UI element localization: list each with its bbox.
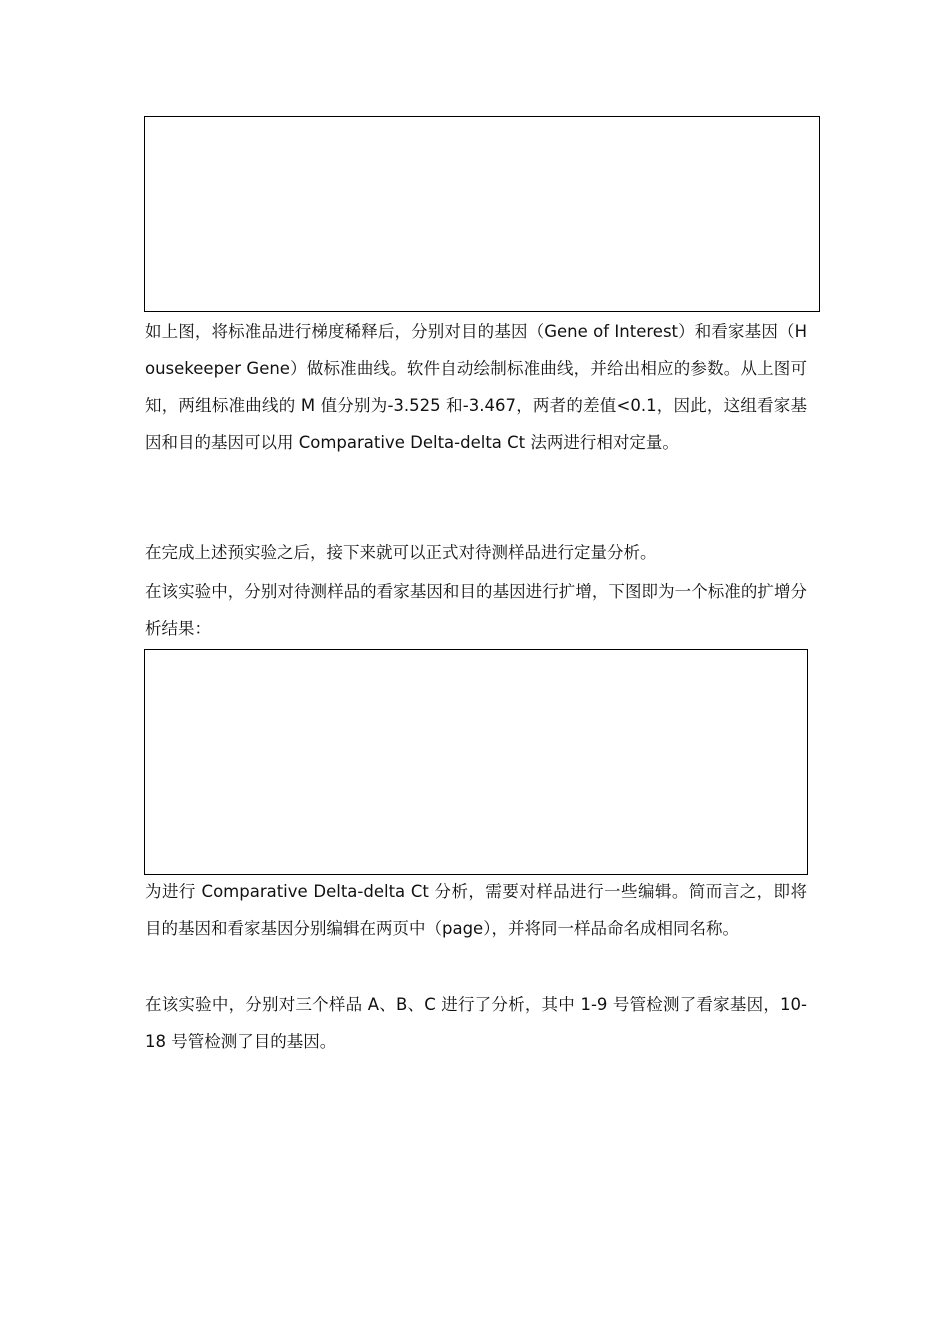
sample-editing-paragraph: 为进行 Comparative Delta-delta Ct 分析，需要对样品进行一些编辑。简而言之，即将目的基因和看家基因分别编辑在两页中（page），并将同一样品命名成相同名称。 (145, 882, 807, 938)
standard-curve-figure-placeholder (144, 116, 820, 312)
formal-analysis-intro-paragraph: 在完成上述预实验之后，接下来就可以正式对待测样品进行定量分析。 (145, 543, 657, 562)
amplification-paragraph: 在该实验中，分别对待测样品的看家基因和目的基因进行扩增，下图即为一个标准的扩增分析结果： (145, 582, 807, 638)
standard-curve-paragraph: 如上图，将标准品进行梯度稀释后，分别对目的基因（Gene of Interest）和看家基因（Housekeeper Gene）做标准曲线。软件自动绘制标准曲线，并给出相应的参数。从上图可知，两组标准曲线的 M 值分别为-3.525 和-3.467，两者的差值<0.1，因此，这组看家基因和目的基因可以用 Comparative Delta-delta Ct 法两进行相对定量。 (145, 322, 807, 452)
amplification-result-figure-placeholder (144, 649, 808, 875)
sample-tubes-paragraph: 在该实验中，分别对三个样品 A、B、C 进行了分析，其中 1-9 号管检测了看家基因，10-18 号管检测了目的基因。 (145, 995, 807, 1051)
